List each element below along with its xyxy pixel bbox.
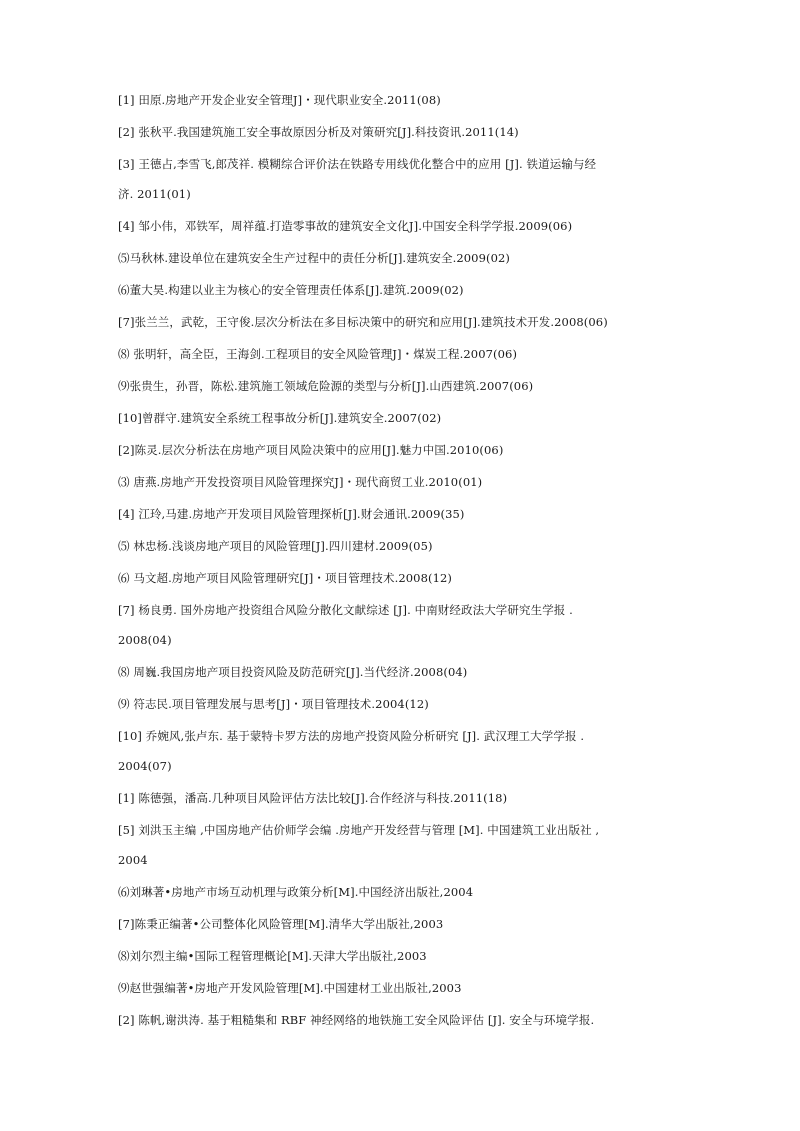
reference-item: ⑸马秋林.建设单位在建筑安全生产过程中的责任分析[J].建筑安全.2009(02) xyxy=(118,251,511,265)
reference-item: ⑻ 周巍.我国房地产项目投资风险及防范研究[J].当代经济.2008(04) xyxy=(118,665,468,679)
reference-item-continuation: 济. 2011(01) xyxy=(118,187,191,201)
reference-item: [2] 陈帆,谢洪涛. 基于粗糙集和 RBF 神经网络的地铁施工安全风险评估 [J]. 安全与环境学报. xyxy=(118,1013,595,1027)
reference-item: ⑹刘琳著•房地产市场互动机理与政策分析[M].中国经济出版社,2004 xyxy=(118,885,474,899)
reference-item: [7] 杨良勇. 国外房地产投资组合风险分散化文献综述 [J]. 中南财经政法大学研究生学报 . xyxy=(118,603,573,617)
reference-item: ⑻刘尔烈主编•国际工程管理概论[M].天津大学出版社,2003 xyxy=(118,949,427,963)
reference-item: ⑼赵世强编著•房地产开发风险管理[M].中国建材工业出版社,2003 xyxy=(118,981,462,995)
reference-item: ⑼张贵生，孙晋，陈松.建筑施工领域危险源的类型与分析[J].山西建筑.2007(06) xyxy=(118,379,534,393)
reference-item: ⑻ 张明轩，高全臣，王海剑.工程项目的安全风险管理J]・煤炭工程.2007(06) xyxy=(118,347,518,361)
reference-item: [1] 陈德强，潘高.几种项目风险评估方法比较[J].合作经济与科技.2011(18) xyxy=(118,791,508,805)
reference-item-continuation: 2008(04) xyxy=(118,633,172,647)
reference-item: [2]陈灵.层次分析法在房地产项目风险决策中的应用[J].魅力中国.2010(06) xyxy=(118,443,504,457)
reference-item-continuation: 2004(07) xyxy=(118,759,172,773)
reference-list xyxy=(118,90,678,1042)
reference-item: [10]曾群守.建筑安全系统工程事故分析[J].建筑安全.2007(02) xyxy=(118,411,442,425)
reference-item-continuation: 2004 xyxy=(118,853,148,867)
reference-item: [2] 张秋平.我国建筑施工安全事故原因分析及对策研究[J].科技资讯.2011(14) xyxy=(118,125,519,139)
reference-item: [4] 江玲,马建.房地产开发项目风险管理探析[J].财会通讯.2009(35) xyxy=(118,507,465,521)
reference-item: ⑸ 林忠杨.浅谈房地产项目的风险管理[J].四川建材.2009(05) xyxy=(118,539,433,553)
reference-item: [5] 刘洪玉主编 ,中国房地产估价师学会编 .房地产开发经营与管理 [M]. 中国建筑工业出版社 , xyxy=(118,823,600,837)
reference-item: ⑹董大昊.构建以业主为核心的安全管理责任体系[J].建筑.2009(02) xyxy=(118,283,464,297)
reference-item: [10] 乔婉风,张卢东. 基于蒙特卡罗方法的房地产投资风险分析研究 [J]. 武汉理工大学学报 . xyxy=(118,729,585,743)
reference-item: [7]陈秉正编著•公司整体化风险管理[M].清华大学出版社,2003 xyxy=(118,917,444,931)
reference-item: [3] 王德占,李雪飞,郎茂祥. 模糊综合评价法在铁路专用线优化整合中的应用 [J]. 铁道运输与经 xyxy=(118,157,597,171)
reference-item: [1] 田原.房地产开发企业安全管理J]・现代职业安全.2011(08) xyxy=(118,93,441,107)
reference-item: ⑹ 马文超.房地产项目风险管理研究[J]・项目管理技术.2008(12) xyxy=(118,571,453,585)
reference-item: ⑶ 唐燕.房地产开发投资项目风险管理探究J]・现代商贸工业.2010(01) xyxy=(118,475,483,489)
reference-item: ⑼ 符志民.项目管理发展与思考[J]・项目管理技术.2004(12) xyxy=(118,697,429,711)
reference-item: [4] 邹小伟，邓铁军，周祥蕴.打造零事故的建筑安全文化J].中国安全科学学报.2009(06) xyxy=(118,219,573,233)
reference-item: [7]张兰兰，武乾，王守俊.层次分析法在多目标决策中的研究和应用[J].建筑技术开发.2008(06) xyxy=(118,315,608,329)
